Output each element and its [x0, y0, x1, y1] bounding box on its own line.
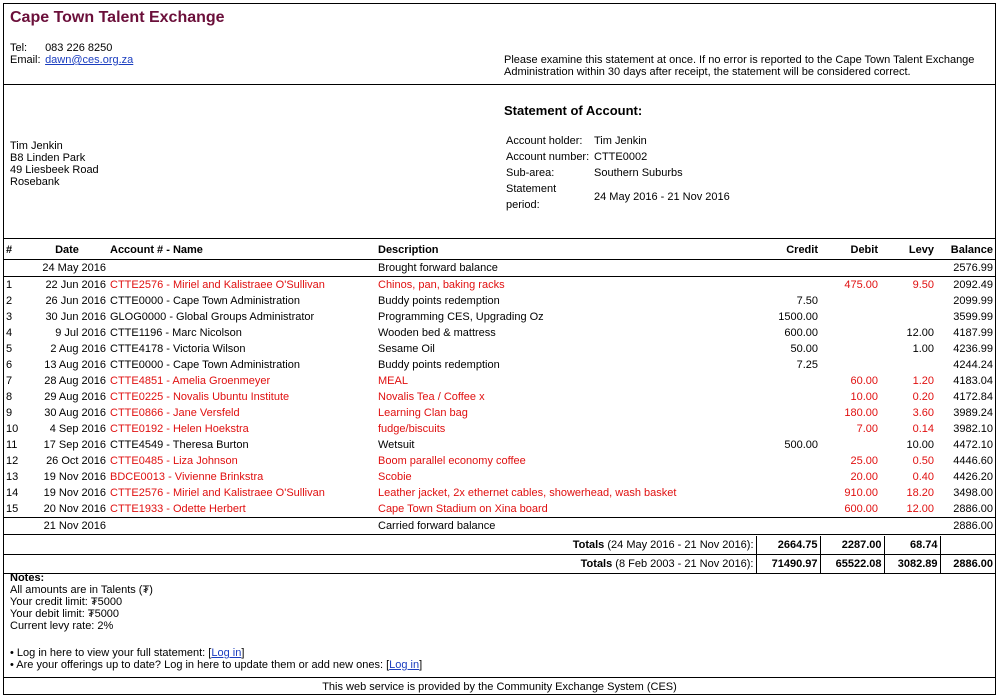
table-row [4, 309, 995, 325]
cell-account: CTTE2576 - Miriel and Kalistraee O'Sullivan [110, 486, 325, 499]
account-details [506, 133, 732, 213]
full-statement-text: • Log in here to view your full statement: [ [10, 647, 212, 659]
cell-num: 13 [6, 470, 19, 483]
cell-balance: 2099.99 [953, 294, 993, 307]
cell-debit [820, 309, 880, 325]
totals-all-balance: 2886.00 [940, 554, 995, 573]
cell-credit [776, 469, 820, 485]
cell-num: 1 [6, 278, 13, 291]
cell-balance: 4244.24 [953, 358, 993, 371]
cell-balance: 4472.10 [953, 438, 993, 451]
totals-period: (24 May 2016 - 21 Nov 2016): [607, 538, 754, 551]
col-header-balance: Balance [936, 241, 995, 259]
table-row [4, 341, 995, 357]
cell-debit: 600.00 [844, 502, 878, 515]
cell-num: 2 [6, 294, 13, 307]
cell-description: Boom parallel economy coffee [378, 454, 526, 467]
cell-account: CTTE1933 - Odette Herbert [110, 502, 246, 515]
cell-levy: 0.14 [912, 422, 934, 435]
cell-account: CTTE0225 - Novalis Ubuntu Institute [110, 390, 290, 403]
cell-levy: 10.00 [906, 438, 934, 451]
cell-date: 9 Jul 2016 [55, 326, 106, 339]
totals-all-label: Totals [580, 557, 613, 570]
cell-num: 6 [6, 358, 13, 371]
cell-date: 30 Aug 2016 [44, 406, 106, 419]
cell-date: 30 Jun 2016 [45, 310, 106, 323]
cell-debit: 25.00 [850, 454, 878, 467]
statement-page [3, 3, 996, 695]
cell-credit: 1500.00 [778, 310, 818, 323]
cell-levy [880, 309, 936, 325]
table-row [4, 389, 995, 405]
cell-credit: 7.25 [796, 358, 818, 371]
cell-date: 20 Nov 2016 [43, 502, 106, 515]
cell-levy: 0.50 [912, 454, 934, 467]
cf-description: Carried forward balance [376, 517, 776, 534]
offerings-text: • Are your offerings up to date? Log in here to update them or add new ones: [ [10, 659, 390, 671]
bf-date: 24 May 2016 [26, 259, 108, 276]
bf-description: Brought forward balance [376, 259, 776, 276]
cell-balance: 3982.10 [953, 422, 993, 435]
period-value: 24 May 2016 - 21 Nov 2016 [594, 191, 730, 203]
contact-info [10, 42, 133, 66]
cell-balance: 2092.49 [953, 278, 993, 291]
table-row [4, 325, 995, 341]
cell-num: 3 [6, 310, 13, 323]
cell-date: 22 Jun 2016 [45, 278, 106, 291]
cell-credit [776, 421, 820, 437]
period-label: Statement period: [506, 183, 557, 211]
cell-num: 8 [6, 390, 13, 403]
cell-debit: 475.00 [844, 278, 878, 291]
cell-num: 10 [6, 422, 19, 435]
cell-levy [880, 357, 936, 373]
totals-all-levy: 3082.89 [884, 554, 940, 573]
table-header-row [4, 241, 995, 259]
bracket-close: ] [419, 659, 423, 671]
cell-credit [776, 389, 820, 405]
cell-levy: 0.20 [912, 390, 934, 403]
address-line: Tim Jenkin [10, 140, 63, 152]
cell-description: MEAL [378, 374, 408, 387]
cell-account: CTTE0485 - Liza Johnson [110, 454, 238, 467]
totals-all-period: (8 Feb 2003 - 21 Nov 2016): [615, 557, 754, 570]
table-row [4, 421, 995, 437]
postal-address [10, 140, 99, 188]
cell-date: 19 Nov 2016 [43, 486, 106, 499]
cell-balance: 3989.24 [953, 406, 993, 419]
account-section [4, 85, 995, 239]
brought-forward-row [4, 259, 995, 276]
cell-balance: 4236.99 [953, 342, 993, 355]
cell-description: Cape Town Stadium on Xina board [378, 502, 548, 515]
cell-levy: 18.20 [906, 486, 934, 499]
cell-date: 26 Oct 2016 [46, 454, 106, 467]
cell-description: Wetsuit [378, 438, 415, 451]
cell-description: Sesame Oil [378, 342, 435, 355]
offerings-login-link[interactable]: Log in [389, 659, 420, 671]
totals-debit: 2287.00 [820, 536, 884, 555]
subarea-label: Sub-area: [506, 167, 555, 179]
cell-balance: 4187.99 [953, 326, 993, 339]
cell-debit [820, 357, 880, 373]
totals-credit: 2664.75 [756, 536, 820, 555]
address-line: B8 Linden Park [10, 152, 86, 164]
totals-all-row [4, 554, 995, 573]
table-row [4, 276, 995, 293]
cell-account: GLOG0000 - Global Groups Administrator [110, 310, 315, 323]
cell-account: CTTE4549 - Theresa Burton [110, 438, 249, 451]
totals-balance [940, 536, 995, 555]
cell-balance: 4446.60 [953, 454, 993, 467]
cell-description: Chinos, pan, baking racks [378, 278, 505, 291]
cell-description: Programming CES, Upgrading Oz [378, 310, 544, 323]
cell-date: 19 Nov 2016 [43, 470, 106, 483]
cell-description: Learning Clan bag [378, 406, 468, 419]
cell-description: Leather jacket, 2x ethernet cables, showerhead, wash basket [378, 486, 677, 499]
cell-debit: 7.00 [856, 422, 878, 435]
cell-debit [820, 293, 880, 309]
cell-levy [880, 293, 936, 309]
cell-balance: 2886.00 [953, 502, 993, 515]
cf-balance: 2886.00 [936, 517, 995, 534]
cell-date: 26 Jun 2016 [45, 294, 106, 307]
table-row [4, 405, 995, 421]
col-header-credit: Credit [776, 241, 820, 259]
cell-num: 5 [6, 342, 13, 355]
cell-levy: 12.00 [906, 326, 934, 339]
email-label: Email: [10, 54, 41, 66]
cell-levy: 12.00 [906, 502, 934, 515]
cell-account: CTTE0000 - Cape Town Administration [110, 294, 300, 307]
notes-heading: Notes: [10, 572, 45, 584]
cell-levy: 0.40 [912, 470, 934, 483]
cell-balance: 3498.00 [953, 486, 993, 499]
cell-credit [776, 276, 820, 293]
address-line: Rosebank [10, 176, 60, 188]
holder-value: Tim Jenkin [594, 135, 647, 147]
subarea-value: Southern Suburbs [594, 167, 683, 179]
cell-date: 2 Aug 2016 [50, 342, 106, 355]
carried-forward-row [4, 517, 995, 534]
cell-credit: 7.50 [796, 294, 818, 307]
cell-date: 4 Sep 2016 [49, 422, 106, 435]
cell-balance: 4172.84 [953, 390, 993, 403]
cell-description: Buddy points redemption [378, 358, 500, 371]
account-number-value: CTTE0002 [594, 151, 648, 163]
cell-num: 12 [6, 454, 19, 467]
totals-period-row [4, 536, 995, 555]
cell-account: BDCE0013 - Vivienne Brinkstra [110, 470, 264, 483]
cell-debit: 910.00 [844, 486, 878, 499]
bf-balance: 2576.99 [936, 259, 995, 276]
account-number-label: Account number: [506, 151, 590, 163]
statement-header [4, 4, 995, 85]
cell-debit: 20.00 [850, 470, 878, 483]
cell-account: CTTE0000 - Cape Town Administration [110, 358, 300, 371]
col-header-date: Date [26, 241, 108, 259]
full-statement-line [10, 647, 422, 659]
col-header-description: Description [376, 241, 776, 259]
cell-debit [820, 325, 880, 341]
cell-balance: 4183.04 [953, 374, 993, 387]
col-header-levy: Levy [880, 241, 936, 259]
cell-account: CTTE0866 - Jane Versfeld [110, 406, 240, 419]
login-links [10, 647, 422, 671]
cell-debit: 60.00 [850, 374, 878, 387]
cell-debit [820, 437, 880, 453]
email-link[interactable]: dawn@ces.org.za [45, 54, 134, 66]
bracket-close: ] [241, 647, 245, 659]
cell-credit [776, 485, 820, 501]
cell-levy: 1.00 [912, 342, 934, 355]
table-row [4, 357, 995, 373]
col-header-debit: Debit [820, 241, 880, 259]
cell-date: 17 Sep 2016 [43, 438, 106, 451]
cell-credit [776, 501, 820, 518]
cell-account: CTTE4851 - Amelia Groenmeyer [110, 374, 271, 387]
cell-credit [776, 373, 820, 389]
note-credit-limit: Your credit limit: ₮5000 [10, 596, 123, 608]
note-currency: All amounts are in Talents (₮) [10, 584, 153, 596]
cell-num: 7 [6, 374, 13, 387]
notice-text: Please examine this statement at once. If no error is reported to the Cape Town Talent Exchange Administration within 30 days after receipt, the statement will be considered correct. [504, 54, 975, 78]
cell-num: 4 [6, 326, 13, 339]
table-row [4, 373, 995, 389]
holder-label: Account holder: [506, 135, 583, 147]
cell-account: CTTE0192 - Helen Hoekstra [110, 422, 249, 435]
cell-num: 11 [6, 438, 18, 451]
cell-credit [776, 405, 820, 421]
transactions-section [4, 241, 995, 574]
table-row [4, 469, 995, 485]
note-levy-rate: Current levy rate: 2% [10, 620, 114, 632]
table-row [4, 485, 995, 501]
cell-debit [820, 341, 880, 357]
table-row [4, 501, 995, 518]
cell-levy: 1.20 [912, 374, 934, 387]
full-statement-login-link[interactable]: Log in [211, 647, 242, 659]
cell-credit: 600.00 [784, 326, 818, 339]
cell-debit: 10.00 [850, 390, 878, 403]
cell-description: Buddy points redemption [378, 294, 500, 307]
tel-label: Tel: [10, 42, 28, 54]
cell-levy: 9.50 [912, 278, 934, 291]
col-header-num: # [4, 241, 26, 259]
cell-account: CTTE2576 - Miriel and Kalistraee O'Sullivan [110, 278, 325, 291]
cell-account: CTTE4178 - Victoria Wilson [110, 342, 246, 355]
totals-levy: 68.74 [884, 536, 940, 555]
cell-description: Wooden bed & mattress [378, 326, 496, 339]
note-debit-limit: Your debit limit: ₮5000 [10, 608, 120, 620]
totals-all-debit: 65522.08 [820, 554, 884, 573]
cell-balance: 3599.99 [953, 310, 993, 323]
address-line: 49 Liesbeek Road [10, 164, 99, 176]
cell-description: Novalis Tea / Coffee x [378, 390, 485, 403]
table-row [4, 453, 995, 469]
cell-num: 14 [6, 486, 19, 499]
cell-date: 28 Aug 2016 [44, 374, 106, 387]
transactions-table [4, 241, 995, 535]
offerings-line [10, 659, 422, 671]
org-name: Cape Town Talent Exchange [10, 9, 225, 26]
totals-label: Totals [572, 538, 605, 551]
cell-num: 9 [6, 406, 13, 419]
totals-table [4, 536, 995, 574]
cell-balance: 4426.20 [953, 470, 993, 483]
footer: This web service is provided by the Community Exchange System (CES) [4, 677, 995, 695]
cell-credit [776, 453, 820, 469]
col-header-account: Account # - Name [108, 241, 376, 259]
cell-date: 29 Aug 2016 [44, 390, 106, 403]
cell-date: 13 Aug 2016 [44, 358, 106, 371]
cell-debit: 180.00 [844, 406, 878, 419]
totals-all-credit: 71490.97 [756, 554, 820, 573]
cell-credit: 50.00 [790, 342, 818, 355]
statement-title: Statement of Account: [504, 103, 643, 118]
cell-levy: 3.60 [912, 406, 934, 419]
tel-value: 083 226 8250 [45, 42, 113, 54]
cell-description: Scobie [378, 470, 412, 483]
cell-account: CTTE1196 - Marc Nicolson [110, 326, 242, 339]
cell-credit: 500.00 [784, 438, 818, 451]
notes-section [10, 572, 153, 632]
table-row [4, 437, 995, 453]
cell-description: fudge/biscuits [378, 422, 446, 435]
table-row [4, 293, 995, 309]
cf-date: 21 Nov 2016 [26, 517, 108, 534]
cell-num: 15 [6, 502, 19, 515]
